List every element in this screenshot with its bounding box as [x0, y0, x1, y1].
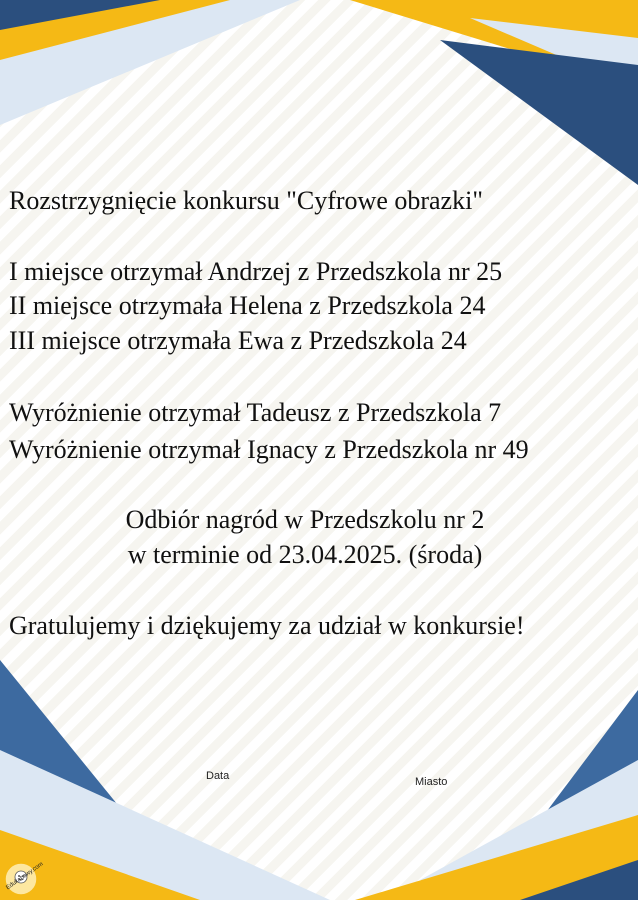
announcement-title: Rozstrzygnięcie konkursu "Cyfrowe obrazki": [9, 186, 483, 215]
pickup-line-1: Odbiór nagród w Przedszkolu nr 2: [125, 505, 485, 534]
top-right-navy-shape: [440, 40, 638, 185]
third-place: III miejsce otrzymała Ewa z Przedszkola 24: [9, 326, 467, 355]
closing-message: Gratulujemy i dziękujemy za udział w konkursie!: [9, 611, 525, 640]
brand-logo: [4, 861, 45, 896]
city-label: Miasto: [415, 776, 448, 788]
honorable-mention-2: Wyróżnienie otrzymał Ignacy z Przedszkola nr 49: [9, 435, 529, 464]
honorable-mention-1: Wyróżnienie otrzymał Tadeusz z Przedszkola 7: [9, 398, 502, 427]
second-place: II miejsce otrzymała Helena z Przedszkola 24: [9, 291, 486, 320]
pickup-line-2: w terminie od 23.04.2025. (środa): [127, 540, 483, 569]
date-label: Data: [206, 770, 230, 782]
logo-text: Edukabawy.com: [5, 861, 45, 892]
first-place: I miejsce otrzymał Andrzej z Przedszkola nr 25: [9, 257, 503, 286]
